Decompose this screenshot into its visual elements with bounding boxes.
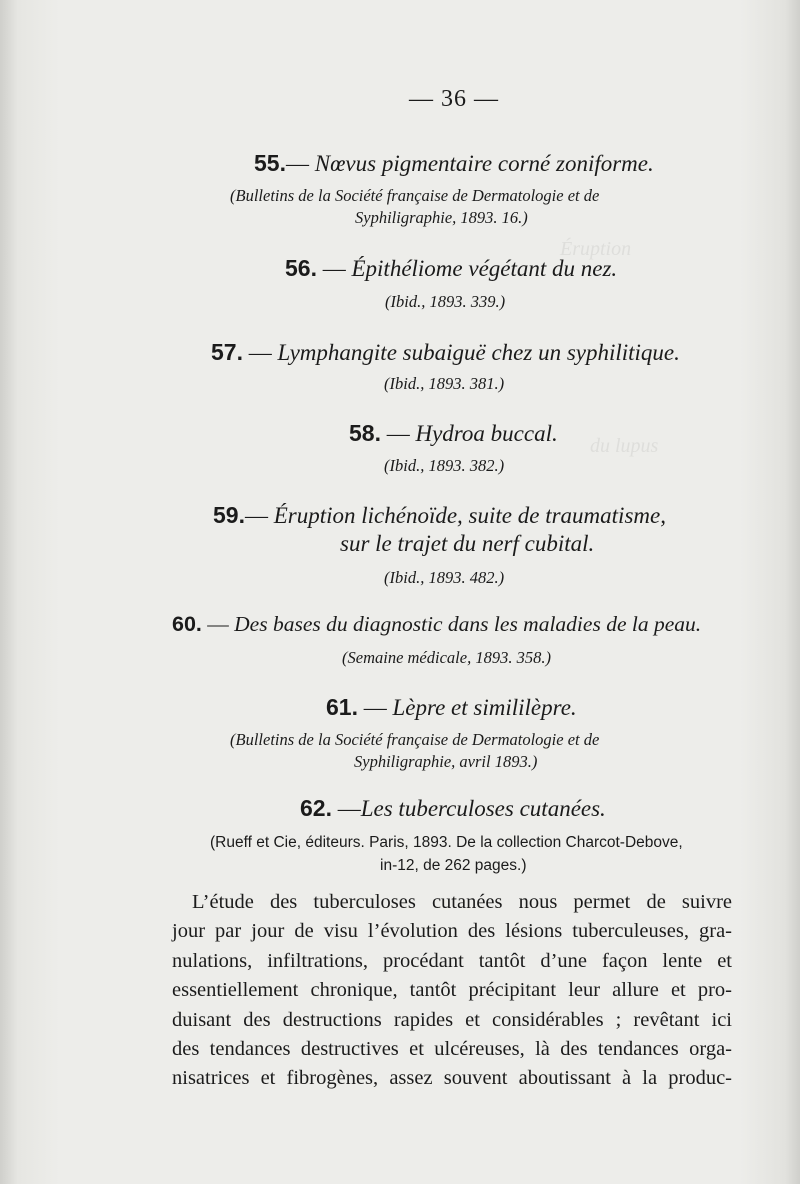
entry-title-text: Épithéliome végétant du nez.	[351, 256, 618, 281]
entry-58-title	[349, 420, 558, 447]
entry-59-title	[213, 502, 666, 529]
bleed-through-text: du lupus	[590, 435, 659, 457]
entry-title-text: Lèpre et simililèpre.	[392, 695, 577, 720]
entry-62-ref-line-2	[380, 855, 527, 875]
entry-title-text: Nœvus pigmentaire corné zoniforme.	[314, 151, 654, 176]
reference-text: Syphiligraphie, 1893. 16.)	[355, 208, 528, 227]
entry-title-text: Lymphangite subaiguë chez un syphilitique.	[277, 340, 680, 365]
entry-dash: —	[248, 340, 272, 365]
entry-number: 55.	[254, 150, 286, 176]
entry-title-text: Hydroa buccal.	[415, 421, 558, 446]
entry-number: 56.	[285, 255, 317, 281]
reference-text: (Semaine médicale, 1893. 358.)	[342, 648, 551, 667]
entry-57-ref	[384, 374, 504, 394]
entry-59-ref	[384, 568, 504, 588]
entry-number: 57.	[211, 339, 243, 365]
entry-title-text: Les tuberculoses cutanées.	[360, 796, 606, 821]
entry-55-ref-line-1	[230, 186, 599, 206]
paragraph-line: des tendances destructives et ulcéreuses, là des tendances orga-	[172, 1038, 732, 1061]
entry-number: 58.	[349, 420, 381, 446]
reference-text: (Ibid., 1893. 381.)	[384, 374, 505, 393]
entry-dash: —	[337, 796, 361, 821]
entry-60-title	[172, 612, 701, 637]
entry-dash: —	[285, 151, 309, 176]
entry-55-title	[254, 150, 654, 177]
entry-number: 61.	[326, 694, 358, 720]
reference-text: in-12, de 262 pages.)	[380, 857, 527, 874]
summary-paragraph	[172, 888, 732, 1094]
entry-60-ref	[342, 648, 551, 668]
entry-title-text: Des bases du diagnostic dans les maladies de la peau.	[234, 612, 702, 636]
entry-58-ref	[384, 456, 504, 476]
entry-62-title	[300, 795, 606, 822]
reference-text: (Rueff et Cie, éditeurs. Paris, 1893. De la collection Charcot-Debove,	[210, 834, 683, 851]
entry-number: 62.	[300, 795, 332, 821]
paragraph-line: nulations, infiltrations, procédant tantôt d’une façon lente et	[172, 949, 732, 972]
entry-dash: —	[363, 695, 387, 720]
entry-61-ref-line-1	[230, 730, 599, 750]
paragraph-line: L’étude des tuberculoses cutanées nous permet de suivre	[192, 891, 732, 913]
entry-number: 59.	[213, 502, 245, 528]
paragraph-line: jour par jour de visu l’évolution des lésions tuberculeuses, gra-	[172, 920, 732, 943]
entry-title-text: sur le trajet du nerf cubital.	[340, 531, 595, 556]
entry-56-ref	[385, 292, 505, 312]
entry-61-title	[326, 694, 577, 721]
entry-dash: —	[322, 256, 346, 281]
entry-dash: —	[244, 503, 268, 528]
reference-text: (Ibid., 1893. 382.)	[384, 456, 505, 475]
entry-59-title-line-2	[340, 531, 594, 557]
reference-text: (Ibid., 1893. 482.)	[384, 568, 505, 587]
entry-56-title	[285, 255, 617, 282]
entry-title-text: Éruption lichénoïde, suite de traumatisme,	[273, 503, 666, 528]
paragraph-line: essentiellement chronique, tantôt précipitant leur allure et pro-	[172, 979, 732, 1002]
reference-text: (Bulletins de la Société française de Dermatologie et de	[230, 730, 600, 749]
entry-62-ref-line-1	[210, 832, 683, 852]
entry-57-title	[211, 339, 680, 366]
paragraph-line: duisant des destructions rapides et considérables ; revêtant ici	[172, 1008, 732, 1031]
entry-61-ref-line-2	[354, 752, 537, 772]
reference-text: (Ibid., 1893. 339.)	[385, 292, 506, 311]
entry-55-ref-line-2	[355, 208, 528, 228]
paragraph-line: nisatrices et fibrogènes, assez souvent aboutissant à la produc-	[172, 1067, 732, 1090]
entry-dash: —	[386, 421, 410, 446]
page-number: — 36 —	[409, 86, 499, 112]
entry-number: 60.	[172, 612, 202, 636]
reference-text: Syphiligraphie, avril 1893.)	[354, 752, 538, 771]
reference-text: (Bulletins de la Société française de Dermatologie et de	[230, 186, 600, 205]
entry-dash: —	[207, 612, 229, 636]
bleed-through-text: Éruption	[560, 238, 632, 260]
